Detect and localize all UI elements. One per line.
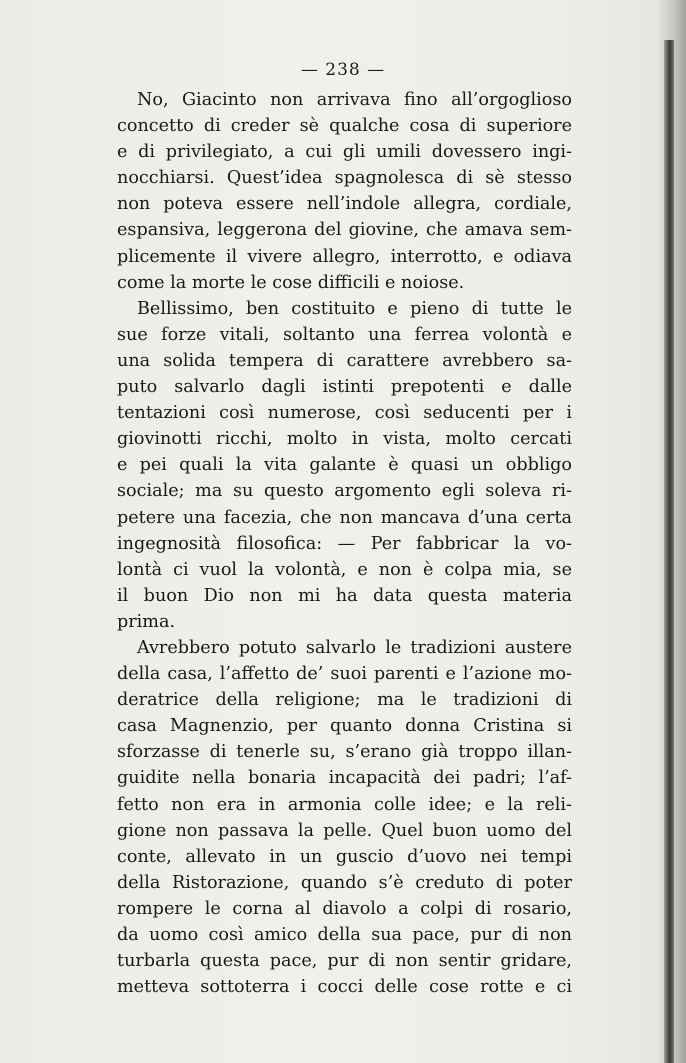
text-line: sociale; ma su questo argomento egli soleva ri- [117, 481, 572, 502]
text-line: ingegnosità filosofica: — Per fabbricar la vo- [117, 533, 572, 554]
text-line: sforzasse di tenerle su, s’erano già troppo illan- [117, 742, 572, 763]
text-line: Avrebbero potuto salvarlo le tradizioni austere [137, 637, 572, 658]
text-line: rompere le corna al diavolo a colpi di rosario, [117, 898, 572, 919]
text-line: della Ristorazione, quando s’è creduto di poter [117, 872, 572, 893]
text-line: una solida tempera di carattere avrebbero sa- [117, 350, 572, 371]
text-line: metteva sottoterra i cocci delle cose rotte e ci [117, 977, 572, 998]
text-line: lontà ci vuol la volontà, e non è colpa mia, se [117, 559, 572, 580]
text-line: gione non passava la pelle. Quel buon uomo del [117, 820, 572, 841]
book-spine-edge [664, 40, 674, 1063]
text-line: petere una facezia, che non mancava d’una certa [117, 507, 572, 528]
text-line: come la morte le cose difficili e noiose. [117, 272, 465, 293]
text-line: conte, allevato in un guscio d’uovo nei tempi [117, 846, 572, 867]
text-line: espansiva, leggerona del giovine, che amava sem- [117, 220, 572, 241]
text-line: deratrice della religione; ma le tradizioni di [117, 690, 572, 711]
text-line: turbarla questa pace, pur di non sentir gridare, [117, 951, 572, 972]
page-number: — 238 — [300, 60, 386, 80]
text-line: Bellissimo, ben costituito e pieno di tutte le [137, 298, 572, 319]
text-line: plicemente il vivere allegro, interrotto, e odiava [117, 246, 572, 267]
text-line: e di privilegiato, a cui gli umili dovessero ingi- [117, 142, 572, 163]
body-text [117, 87, 572, 1000]
text-line: della casa, l’affetto de’ suoi parenti e l’azione mo- [117, 664, 572, 685]
text-line: da uomo così amico della sua pace, pur di non [117, 925, 572, 945]
text-line: guidite nella bonaria incapacità dei padri; l’af- [117, 768, 572, 789]
text-line: nocchiarsi. Quest’idea spagnolesca di sè stesso [117, 168, 572, 189]
text-line: il buon Dio non mi ha data questa materia [117, 585, 572, 606]
text-line: No, Giacinto non arrivava fino all’orgoglioso [137, 90, 572, 110]
text-line: concetto di creder sè qualche cosa di superiore [117, 116, 572, 137]
text-line: e pei quali la vita galante è quasi un obbligo [117, 455, 572, 476]
text-line: puto salvarlo dagli istinti prepotenti e dalle [117, 377, 572, 398]
text-line: fetto non era in armonia colle idee; e la reli- [117, 794, 572, 815]
text-line: non poteva essere nell’indole allegra, cordiale, [117, 194, 572, 215]
text-line: prima. [117, 611, 176, 632]
text-line: sue forze vitali, soltanto una ferrea volontà e [117, 324, 572, 345]
text-line: tentazioni così numerose, così seducenti per i [117, 403, 572, 424]
text-line: casa Magnenzio, per quanto donna Cristina si [117, 716, 572, 737]
text-line: giovinotti ricchi, molto in vista, molto cercati [117, 429, 572, 450]
